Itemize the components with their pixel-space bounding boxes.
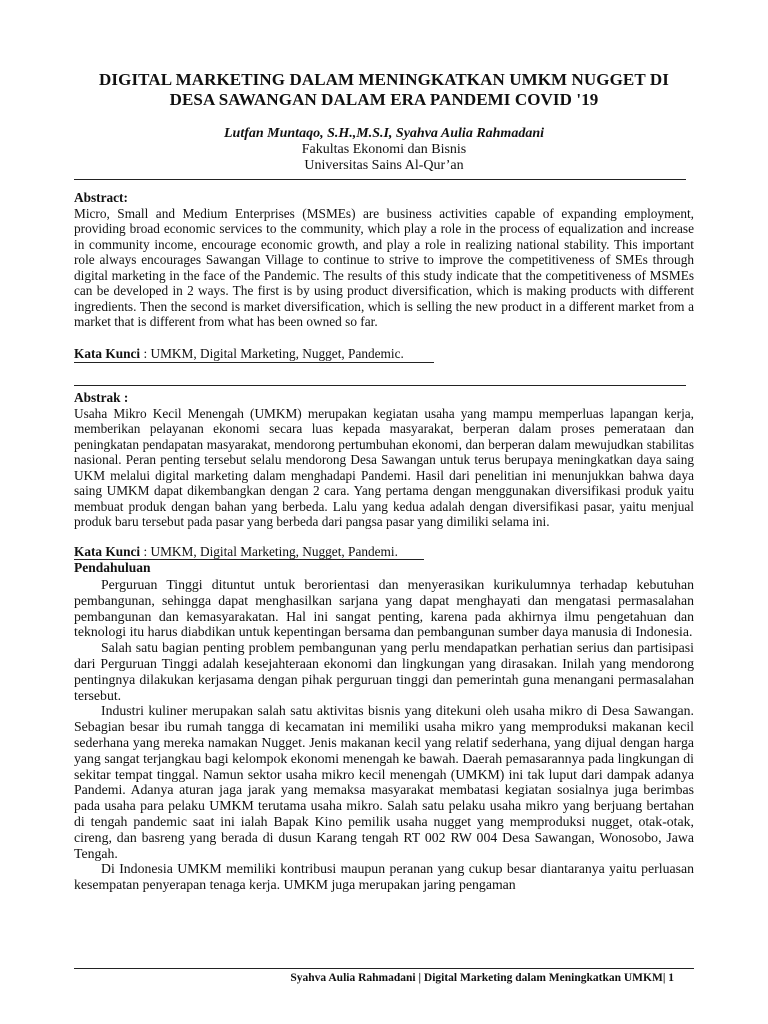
title-line-1: DIGITAL MARKETING DALAM MENINGKATKAN UMKM NUGGET DI xyxy=(99,70,669,89)
abstract-text: Micro, Small and Medium Enterprises (MSMEs) are business activities capable of expanding employment, providing broad economic services to the community, which play a role in the process of equalization and increase in community income, encourage economic growth, and play a role in realizing national stability. This important role always encourages Sawangan Village to continue to strive to improve the competitiveness of SMEs through digital marketing in the face of the Pandemic. The results of this study indicate that the competitiveness of MSMEs can be developed in 2 ways. The first is by using product diversification, which is making products with different ingredients. Then the second is market diversification, which is selling the new product in a different market from a market that is different from what has been owned so far. xyxy=(74,205,694,329)
title-line-2: DESA SAWANGAN DALAM ERA PANDEMI COVID '19 xyxy=(169,90,599,109)
keywords-text: : UMKM, Digital Marketing, Nugget, Pandemic. xyxy=(140,346,404,361)
keywords-indonesian xyxy=(74,544,398,559)
divider xyxy=(74,179,686,180)
section-heading-pendahuluan: Pendahuluan xyxy=(74,560,151,575)
page-footer: Syahva Aulia Rahmadani | Digital Marketing dalam Meningkatkan UMKM| 1 xyxy=(290,972,674,984)
paper-title xyxy=(76,70,692,110)
footer-divider xyxy=(74,968,694,969)
introduction-body xyxy=(74,577,694,893)
abstract-heading: Abstract: xyxy=(74,190,128,205)
divider xyxy=(74,385,686,386)
abstract-english xyxy=(74,190,694,330)
paragraph: Salah satu bagian penting problem pembangunan yang perlu mendapatkan perhatian serius dan partisipasi dari Perguruan Tinggi adalah kesejahteraan ekonomi dan lingkungan yang dirasakan. Inilah yang mendorong pentingnya dilakukan kerjasama dengan pihak perguruan tinggi dan pemerintah guna menangani permasalahan tersebut. xyxy=(74,640,694,703)
author-list: Lutfan Muntaqo, S.H.,M.S.I, Syahva Aulia Rahmadani xyxy=(223,126,545,141)
faculty: Fakultas Ekonomi dan Bisnis xyxy=(301,142,467,157)
abstract-indonesian xyxy=(74,390,694,530)
kata-kunci-text: : UMKM, Digital Marketing, Nugget, Pandemi. xyxy=(140,544,398,559)
keywords-label: Kata Kunci xyxy=(74,346,141,361)
keywords-english xyxy=(74,346,404,361)
paragraph: Industri kuliner merupakan salah satu aktivitas bisnis yang ditekuni oleh usaha mikro di Desa Sawangan. Sebagian besar ibu rumah tangga di kecamatan ini memiliki usaha mikro yang memproduksi makanan kecil sederhana yang mereka namakan Nugget. Jenis makanan kecil yang relatif sederhana, yang dijual dengan harga yang sangat terjangkau bagi kelompok ekonomi menengah ke bawah. Daerah pemasarannya pada lingkungan di sekitar tempat tinggal. Namun sektor usaha mikro kecil menengah (UMKM) ini tak luput dari dampak adanya Pandemi. Adanya aturan jaga jarak yang memaksa masyarakat membatasi kegiatan sosialnya juga berimbas pada usaha para pelaku UMKM terutama usaha mikro. Salah satu pelaku usaha mikro yang berjuang bertahan di tengah pandemic saat ini ialah Bapak Kino pemilik usaha nugget yang memproduksi nugget, otak-otak, cireng, dan basreng yang berada di dusun Karang tengah RT 002 RW 004 Desa Sawangan, Wonosobo, Jawa Tengah. xyxy=(74,703,694,861)
keywords-underline xyxy=(74,362,434,363)
university: Universitas Sains Al-Qur’an xyxy=(304,158,464,173)
abstrak-text: Usaha Mikro Kecil Menengah (UMKM) merupakan kegiatan usaha yang mampu memperluas lapangan kerja, memberikan pelayanan ekonomi secara luas kepada masyarakat, berperan dalam proses pemerataan dan peningkatan pendapatan masyarakat, mendorong pertumbuhan ekonomi, dan berperan dalam mewujudkan stabilitas nasional. Peran penting tersebut selalu mendorong Desa Sawangan untuk terus berupaya meningkatkan daya saing UKM melalui digital marketing dalam menghadapi Pandemi. Hasil dari penelitian ini menunjukkan bahwa daya saing UMKM dapat dikembangkan dengan 2 cara. Yang pertama dengan menggunakan diversifikasi produk yaitu membuat produk dengan bahan yang berbeda. Lalu yang kedua adalah dengan diversifikasi pasar, yaitu menjual produk baru tersebut pada pasar yang berbeda dari pangsa pasar yang dimiliki selama ini. xyxy=(74,405,694,529)
paragraph: Perguruan Tinggi dituntut untuk berorientasi dan menyerasikan kurikulumnya terhadap kebutuhan pembangunan, sehingga dapat menghasilkan sarjana yang dapat menghayati dan mengatasi permasalahan pembangunan dan kemasyarakatan. Hal ini sangat penting, karena pada akhirnya ilmu pengetahuan dan teknologi itu harus diabdikan untuk kepentingan bersama dan pembangunan sumber daya manusia di Indonesia. xyxy=(74,577,694,640)
paragraph: Di Indonesia UMKM memiliki kontribusi maupun peranan yang cukup besar diantaranya yaitu perluasan kesempatan penyerapan tenaga kerja. UMKM juga merupakan jaring pengaman xyxy=(74,861,694,893)
abstrak-heading: Abstrak : xyxy=(74,390,129,405)
kata-kunci-label: Kata Kunci xyxy=(74,544,141,559)
